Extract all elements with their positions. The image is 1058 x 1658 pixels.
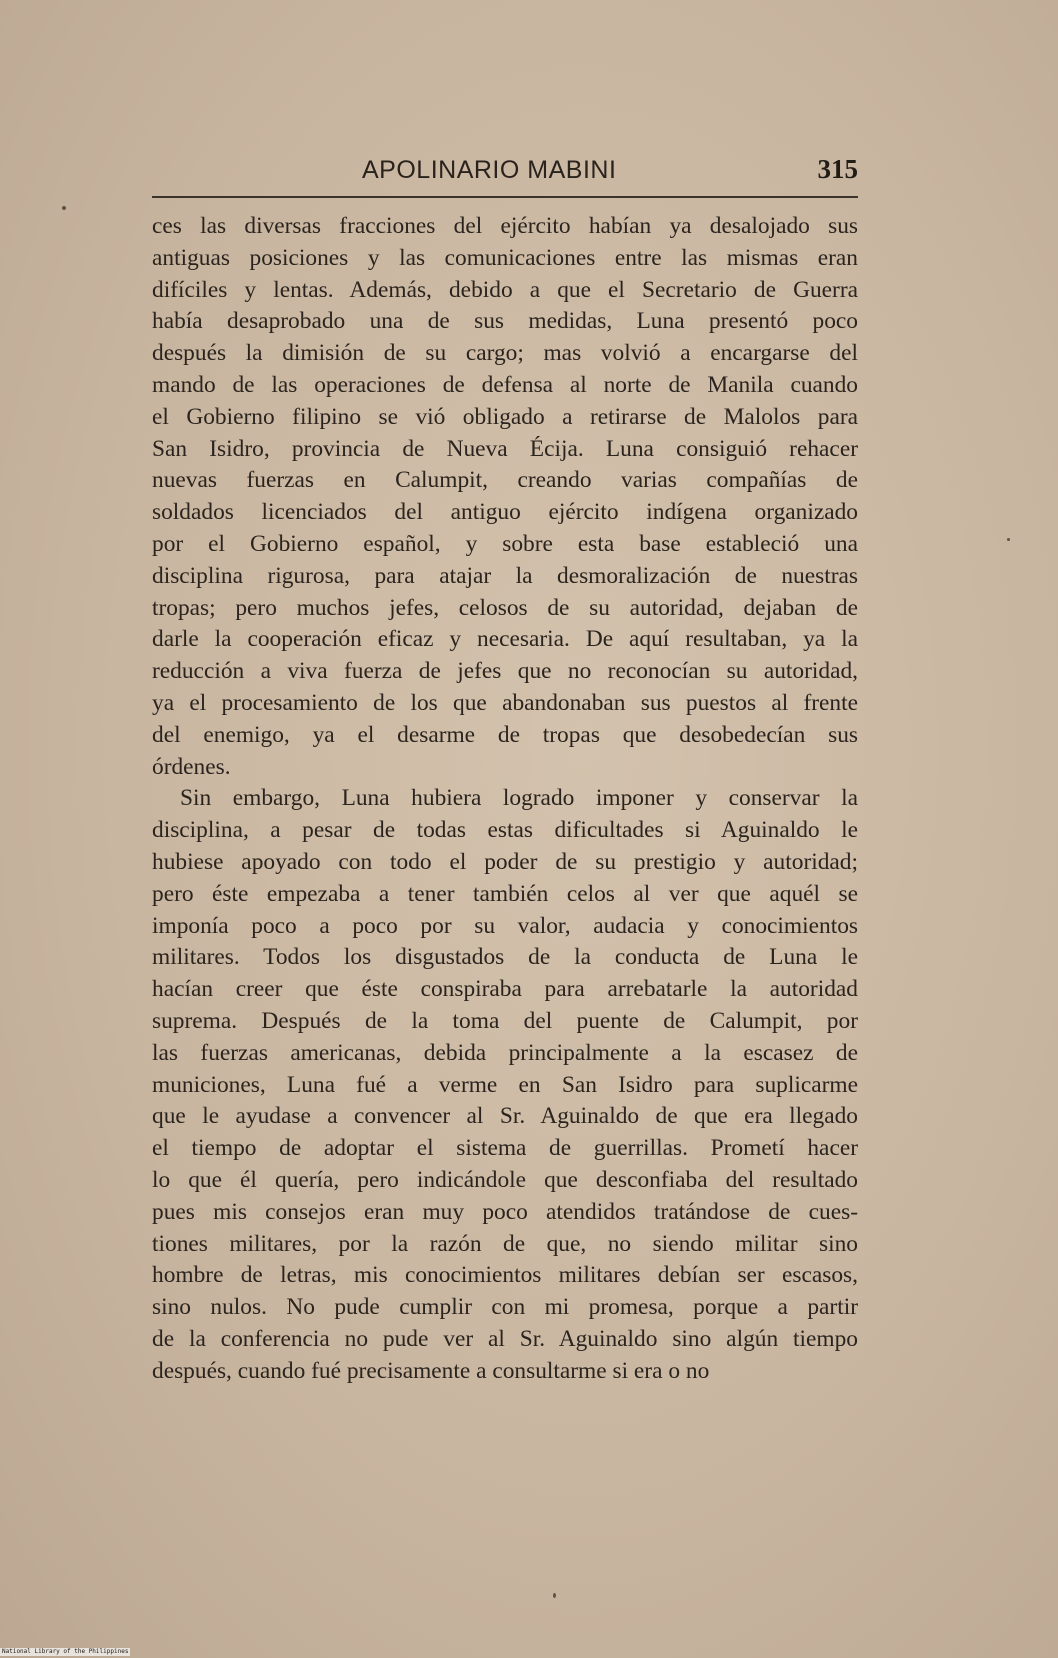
text-line: el tiempo de adoptar el sistema de guerrillas. Prometí hacer (152, 1135, 858, 1162)
text-line: municiones, Luna fué a verme en San Isidro para suplicarme (152, 1071, 858, 1098)
paper-speck (1007, 538, 1010, 541)
text-line: había desaprobado una de sus medidas, Luna presentó poco (152, 308, 858, 335)
text-line: pero éste empezaba a tener también celos al ver que aquél se (152, 880, 858, 907)
page-number: 315 (817, 154, 858, 184)
text-line: nuevas fuerzas en Calumpit, creando varias compañías de (152, 467, 858, 494)
text-line: reducción a viva fuerza de jefes que no reconocían su autoridad, (152, 658, 858, 685)
text-line: después, cuando fué precisamente a consultarme si era o no (152, 1357, 710, 1384)
paper-speck (553, 1593, 556, 1598)
text-line: disciplina rigurosa, para atajar la desmoralización de nuestras (152, 562, 858, 589)
text-line: tiones militares, por la razón de que, no siendo militar sino (152, 1230, 858, 1257)
text-line: ya el procesamiento de los que abandonaban sus puestos al frente (152, 689, 858, 716)
text-line: San Isidro, provincia de Nueva Écija. Luna consiguió rehacer (152, 435, 858, 462)
text-line: por el Gobierno español, y sobre esta base estableció una (152, 530, 858, 557)
text-line: mando de las operaciones de defensa al norte de Manila cuando (152, 371, 858, 398)
text-line: hacían creer que éste conspiraba para arrebatarle la autoridad (152, 976, 858, 1003)
text-line: de la conferencia no pude ver al Sr. Aguinaldo sino algún tiempo (152, 1325, 858, 1352)
text-line: tropas; pero muchos jefes, celosos de su autoridad, dejaban de (152, 594, 858, 621)
text-line: suprema. Después de la toma del puente de Calumpit, por (152, 1007, 858, 1034)
text-line: ces las diversas fracciones del ejército habían ya desalojado sus (152, 213, 858, 239)
text-line: del enemigo, ya el desarme de tropas que desobedecían sus (152, 721, 858, 748)
text-line: el Gobierno filipino se vió obligado a retirarse de Malolos para (152, 403, 858, 430)
text-line: militares. Todos los disgustados de la conducta de Luna le (152, 944, 858, 971)
text-line: disciplina, a pesar de todas estas dificultades si Aguinaldo le (152, 817, 858, 844)
text-line: soldados licenciados del antiguo ejército indígena organizado (152, 499, 858, 526)
library-credit: National Library of the Philippines (2, 1648, 129, 1655)
header-rule (152, 196, 858, 198)
text-line: órdenes. (152, 753, 231, 780)
text-line: después la dimisión de su cargo; mas volvió a encargarse del (152, 340, 858, 367)
text-line: las fuerzas americanas, debida principalmente a la escasez de (152, 1039, 858, 1066)
text-line: darle la cooperación eficaz y necesaria. De aquí resultaban, ya la (152, 626, 858, 653)
text-line: hombre de letras, mis conocimientos militares debían ser escasos, (152, 1262, 858, 1289)
text-line: sino nulos. No pude cumplir con mi promesa, porque a partir (152, 1294, 858, 1321)
paragraph (152, 783, 858, 1387)
body-text (152, 211, 858, 1387)
text-line: que le ayudase a convencer al Sr. Aguinaldo de que era llegado (152, 1103, 858, 1130)
text-line: lo que él quería, pero indicándole que desconfiaba del resultado (152, 1166, 858, 1193)
text-line: hubiese apoyado con todo el poder de su prestigio y autoridad; (152, 848, 858, 875)
paragraph (152, 211, 858, 783)
text-line: Sin embargo, Luna hubiera logrado imponer y conservar la (180, 785, 858, 812)
running-title: APOLINARIO MABINI (362, 156, 617, 184)
text-line: pues mis consejos eran muy poco atendidos tratándose de cues- (152, 1198, 858, 1225)
text-line: imponía poco a poco por su valor, audacia y conocimientos (152, 912, 858, 939)
text-line: antiguas posiciones y las comunicaciones entre las mismas eran (152, 244, 858, 271)
text-line: difíciles y lentas. Además, debido a que el Secretario de Guerra (152, 276, 858, 303)
paper-speck (62, 206, 66, 210)
page-header (152, 150, 858, 190)
